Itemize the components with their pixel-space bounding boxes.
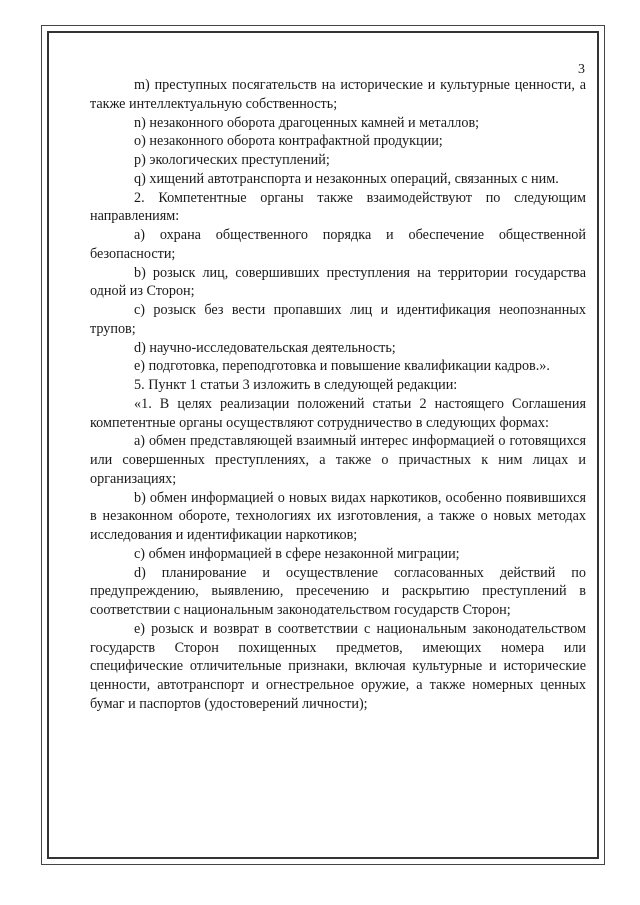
direction-e: e) подготовка, переподготовка и повышение квалификации кадров.».	[134, 358, 550, 375]
form-a: a) обмен представляющей взаимный интерес информацией о готовящихся или совершенных преступлениях, а также о причастных к ним лицах и организациях;	[90, 433, 586, 487]
direction-a: a) охрана общественного порядка и обеспечение общественной безопасности;	[90, 227, 586, 262]
item-q: q) хищений автотранспорта и незаконных операций, связанных с ним.	[134, 170, 559, 187]
direction-b: b) розыск лиц, совершивших преступления на территории государства одной из Сторон;	[90, 264, 586, 300]
document-body	[90, 76, 586, 714]
item-n: n) незаконного оборота драгоценных камней и металлов;	[134, 114, 480, 131]
amendment-5: 5. Пункт 1 статьи 3 изложить в следующей редакции:	[134, 377, 458, 393]
form-d: d) планирование и осуществление согласованных действий по предупреждению, выявлению, пресечению и раскрытию преступлений в соответствии с национальным законодательством государств Сторон;	[90, 564, 586, 618]
form-e: e) розыск и возврат в соответствии с национальным законодательством государств Сторон похищенных предметов, имеющих номера или специфические отличительные признаки, включая культурные и исторические ценности, автотранспорт и огнестрельное оружие, а также номерных ценных бумаг и паспортов (удостоверений личности);	[90, 620, 586, 712]
item-m: m) преступных посягательств на исторические и культурные ценности, а также интеллектуальную собственность;	[90, 77, 586, 112]
item-o: o) незаконного оборота контрафактной продукции;	[134, 133, 443, 150]
direction-c: c) розыск без вести пропавших лиц и идентификация неопознанных трупов;	[90, 302, 586, 337]
clause-2: 2. Компетентные органы также взаимодействуют по следующим направлениям:	[90, 189, 586, 225]
item-p: p) экологических преступлений;	[134, 152, 330, 168]
article-3-clause-1: «1. В целях реализации положений статьи 2 настоящего Соглашения компетентные органы осуществляют сотрудничество в следующих формах:	[90, 395, 586, 431]
form-c: c) обмен информацией в сфере незаконной миграции;	[134, 545, 460, 562]
form-b: b) обмен информацией о новых видах наркотиков, особенно появившихся в незаконном обороте, технологиях их изготовления, а также о новых методах исследования и идентификации наркотиков;	[90, 489, 586, 543]
direction-d: d) научно-исследовательская деятельность;	[134, 339, 396, 356]
page-number: 3	[578, 62, 585, 77]
